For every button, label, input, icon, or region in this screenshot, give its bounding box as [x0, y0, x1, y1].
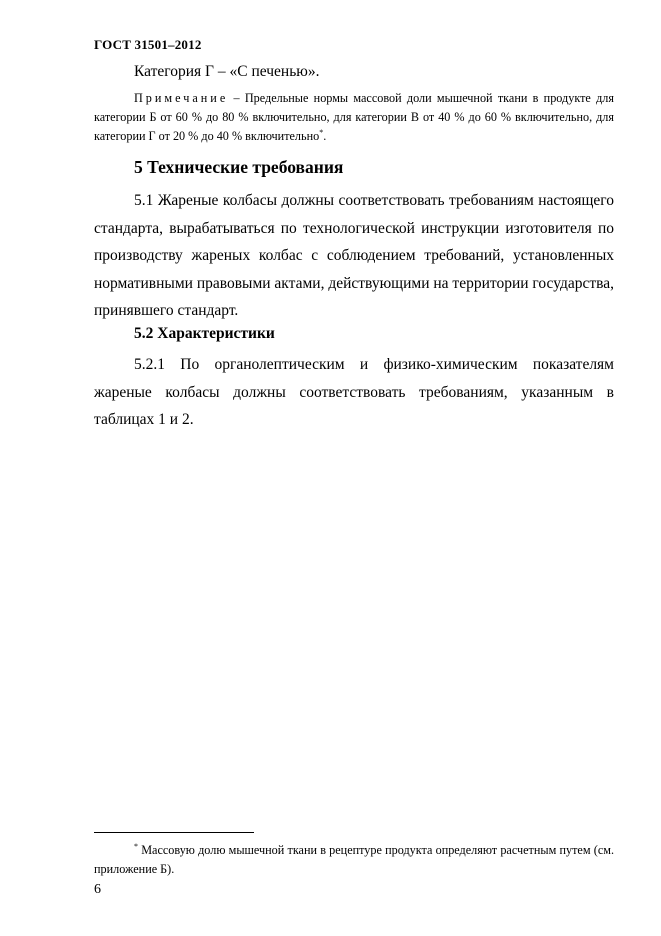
note-label: Примечание	[134, 91, 229, 105]
document-header: ГОСТ 31501–2012	[94, 37, 202, 52]
footnote-mark: *	[134, 842, 138, 851]
footnote-text: Массовую долю мышечной ткани в рецептуре продукта определяют расчетным путем (см. приложение Б).	[94, 843, 614, 876]
page-number: 6	[94, 882, 101, 897]
footnote	[94, 841, 614, 879]
paragraph-5-2-1: 5.2.1 По органолептическим и физико-химическим показателям жареные колбасы должны соответствовать требованиям, указанным в таблицах 1 и 2.	[94, 356, 614, 428]
note-end: .	[323, 129, 327, 143]
footnote-separator	[94, 832, 254, 833]
note-text: – Предельные нормы массовой доли мышечной ткани в продукте для категории Б от 60 % до 80 % включительно, для категории В от 40 % до 60 % включительно, для категории Г от 20 % до 40 % включительно	[94, 91, 614, 143]
paragraph-5-1: 5.1 Жареные колбасы должны соответствовать требованиям настоящего стандарта, вырабатываться по технологической инструкции изготовителя по производству жареных колбас с соблюдением требований, установленных нормативными правовыми актами, действующими на территории государства, принявшего стандарт.	[94, 192, 614, 319]
section-5-2-title: 5.2 Характеристики	[134, 325, 275, 342]
section-5-title: 5 Технические требования	[134, 157, 344, 177]
note-paragraph	[94, 89, 614, 146]
note-footnote-mark: *	[319, 128, 324, 137]
category-line: Категория Г – «С печенью».	[134, 63, 320, 80]
